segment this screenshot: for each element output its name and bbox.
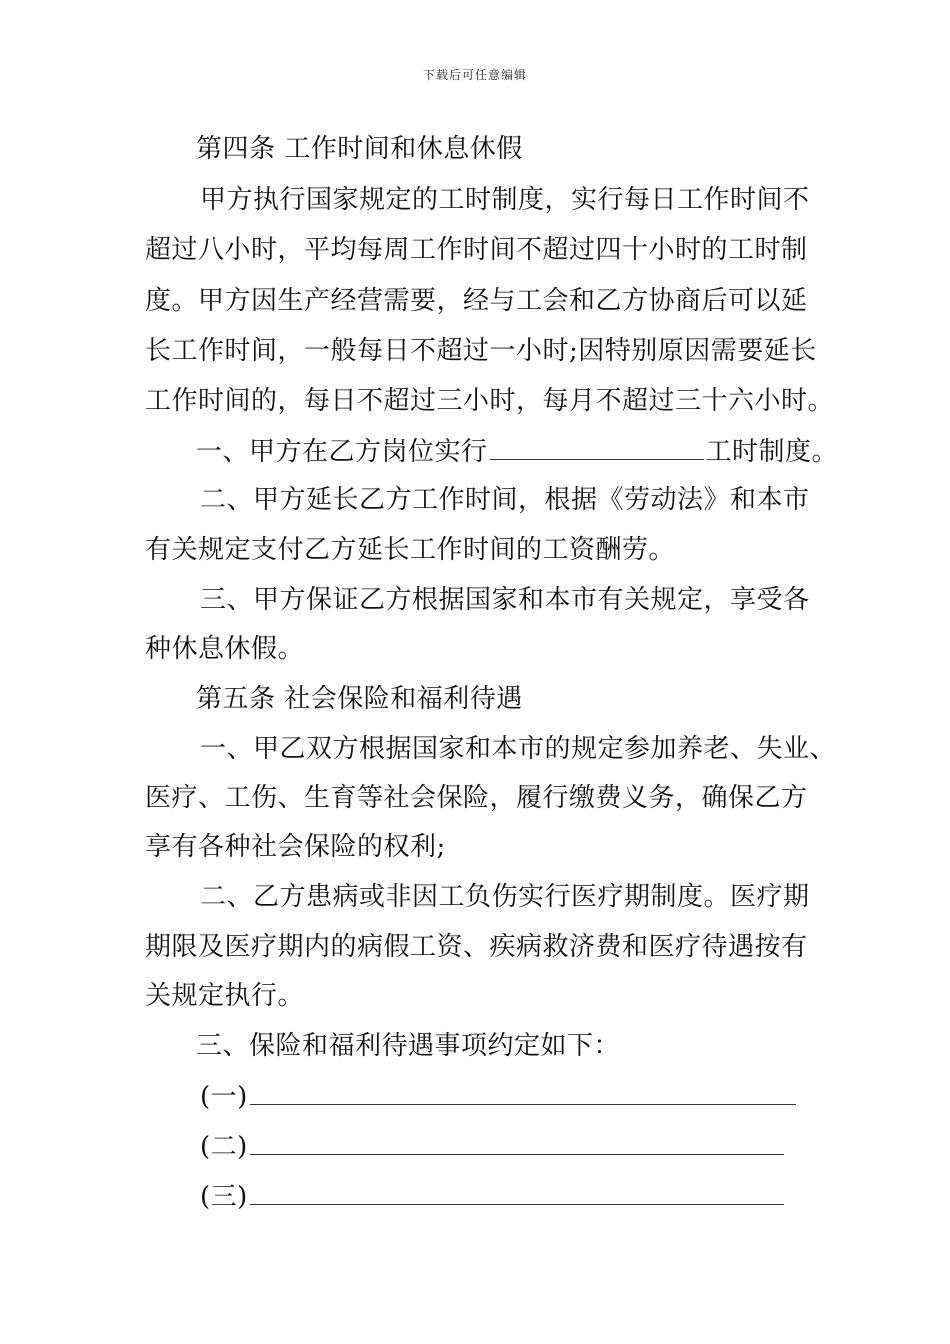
article4-item2-line2: 有关规定支付乙方延长工作时间的工资酬劳。 bbox=[145, 535, 676, 565]
article4-para1-line2: 超过八小时，平均每周工作时间不超过四十小时的工时制 bbox=[145, 235, 808, 265]
article5-item1-line1: 一、甲乙双方根据国家和本市的规定参加养老、失业、 bbox=[200, 734, 837, 764]
blank-field-2[interactable] bbox=[250, 1130, 784, 1155]
article5-item2-line2: 期限及医疗期内的病假工资、疾病救济费和医疗待遇按有 bbox=[145, 932, 808, 962]
article4-item3-line2: 种休息休假。 bbox=[145, 634, 305, 664]
article4-item1 bbox=[196, 435, 838, 467]
article5-item3: 三、保险和福利待遇事项约定如下： bbox=[196, 1031, 621, 1061]
blank-field-3[interactable] bbox=[250, 1180, 784, 1205]
blank-label-2: (二) bbox=[200, 1132, 248, 1162]
article4-item2-line1: 二、甲方延长乙方工作时间，根据《劳动法》和本市 bbox=[200, 485, 810, 515]
article4-para1-line5: 工作时间的，每日不超过三小时，每月不超过三十六小时。 bbox=[145, 386, 835, 416]
article4-para1-line3: 度。甲方因生产经营需要，经与工会和乙方协商后可以延 bbox=[145, 286, 808, 316]
article5-item2-line3: 关规定执行。 bbox=[145, 981, 305, 1011]
article5-title: 第五条 社会保险和福利待遇 bbox=[196, 684, 523, 714]
page-header: 下载后可任意编辑 bbox=[422, 68, 527, 82]
article4-para1-line1: 甲方执行国家规定的工时制度，实行每日工作时间不 bbox=[200, 185, 810, 215]
article4-item3-line1: 三、甲方保证乙方根据国家和本市有关规定，享受各 bbox=[200, 585, 810, 615]
article5-item1-line2: 医疗、工伤、生育等社会保险，履行缴费义务，确保乙方 bbox=[145, 783, 808, 813]
blank-field-1[interactable] bbox=[250, 1080, 796, 1105]
blank-label-1: (一) bbox=[200, 1082, 248, 1112]
article4-para1-line4: 长工作时间，一般每日不超过一小时;因特别原因需要延长 bbox=[145, 336, 817, 366]
article5-item1-line3: 享有各种社会保险的权利; bbox=[145, 832, 446, 862]
blank-line-1 bbox=[200, 1080, 798, 1112]
blank-line-2 bbox=[200, 1130, 786, 1162]
article5-item2-line1: 二、乙方患病或非因工负伤实行医疗期制度。医疗期 bbox=[200, 882, 810, 912]
work-hours-blank[interactable] bbox=[490, 435, 704, 460]
blank-label-3: (三) bbox=[200, 1182, 248, 1212]
article4-item1-suffix: 工时制度。 bbox=[705, 437, 839, 467]
article4-title: 第四条 工作时间和休息休假 bbox=[196, 134, 523, 164]
article4-item1-prefix: 一、甲方在乙方岗位实行 bbox=[196, 437, 488, 467]
blank-line-3 bbox=[200, 1180, 786, 1212]
